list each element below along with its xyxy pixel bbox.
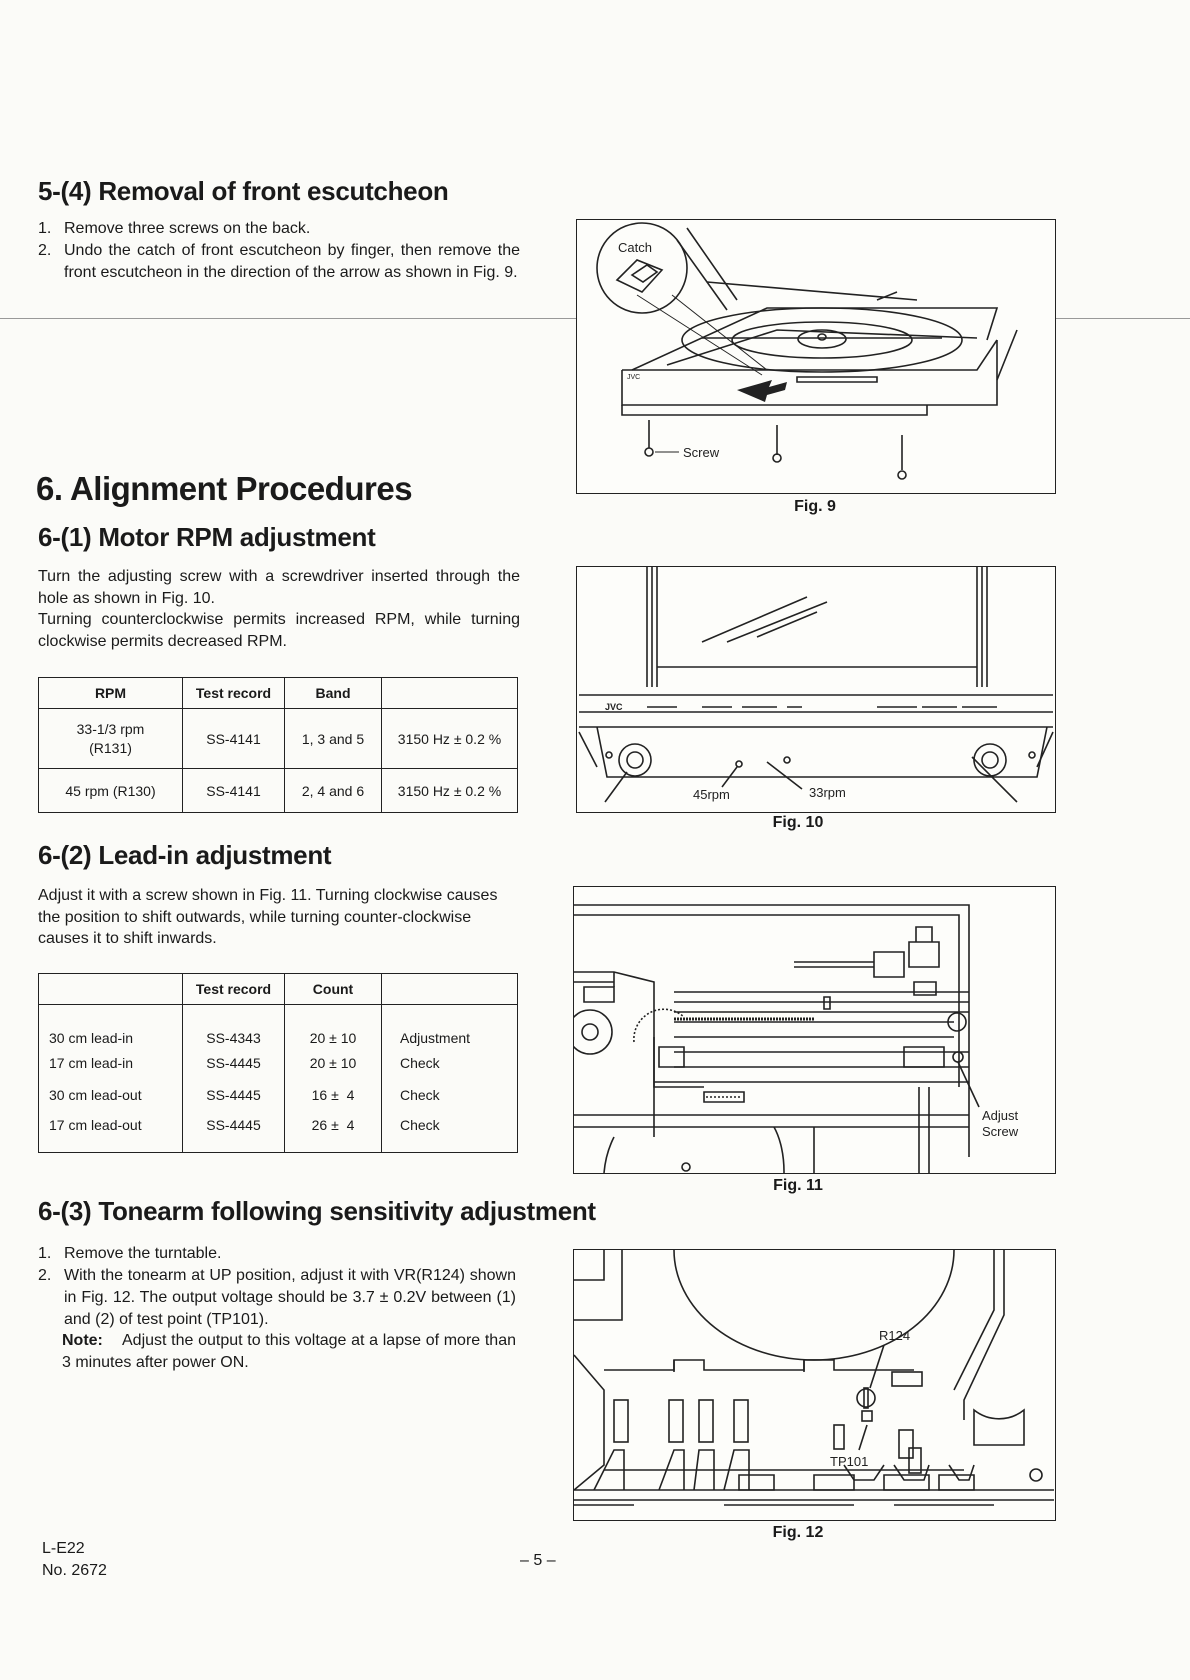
table-cell: 30 cm lead-in xyxy=(39,1005,183,1047)
rpm-table-header xyxy=(382,678,518,709)
table-cell: 26 ± 4 xyxy=(285,1111,382,1153)
figure-9-caption: Fig. 9 xyxy=(794,498,836,515)
table-row xyxy=(39,1079,518,1111)
fig12-tp101-label: TP101 xyxy=(830,1454,869,1469)
fig10-45rpm-label: 45rpm xyxy=(693,787,730,802)
lead-in-table-header xyxy=(382,974,518,1005)
section-6-title: 6. Alignment Procedures xyxy=(36,470,413,507)
table-cell: SS-4445 xyxy=(183,1111,285,1153)
table-cell: Check xyxy=(382,1079,518,1111)
table-cell: 3150 Hz ± 0.2 % xyxy=(382,769,518,813)
step-number: 1. xyxy=(38,1245,52,1262)
table-cell: Check xyxy=(382,1047,518,1079)
table-cell: SS-4343 xyxy=(183,1005,285,1047)
table-cell: 2, 4 and 6 xyxy=(285,769,382,813)
fig11-screw-label: Screw xyxy=(982,1124,1019,1139)
section-6-2-para: Adjust it with a screw shown in Fig. 11. Turning clockwise causes the position to shift outwards, while turning counter-clockwise causes it to shift inwards. xyxy=(38,887,498,947)
table-cell: SS-4141 xyxy=(183,769,285,813)
step-number: 2. xyxy=(38,242,52,259)
table-cell: 33-1/3 rpm (R131) xyxy=(39,709,183,769)
fig12-r124-label: R124 xyxy=(879,1328,911,1343)
note xyxy=(62,1330,516,1373)
fig9-catch-label: Catch xyxy=(618,240,652,255)
list-item xyxy=(38,218,520,240)
page-number: – 5 – xyxy=(520,1552,556,1569)
step-number: 1. xyxy=(38,220,52,237)
table-row xyxy=(39,769,518,813)
step-number: 2. xyxy=(38,1267,52,1284)
table-header-row xyxy=(39,974,518,1005)
table-cell: Adjustment xyxy=(382,1005,518,1047)
table-cell: 1, 3 and 5 xyxy=(285,709,382,769)
circuit-board-tp101-illustration xyxy=(574,1250,1055,1520)
table-cell: 45 rpm (R130) xyxy=(39,769,183,813)
rpm-table-header: Test record xyxy=(183,678,285,709)
section-6-2-title: 6-(2) Lead-in adjustment xyxy=(38,840,332,870)
table-cell: 17 cm lead-out xyxy=(39,1111,183,1153)
table-row xyxy=(39,1005,518,1047)
list-item xyxy=(38,1265,516,1331)
turntable-rpm-adjust-illustration xyxy=(577,567,1055,812)
fig10-brand-label: JVC xyxy=(605,702,623,712)
figure-10 xyxy=(576,566,1056,813)
table-row xyxy=(39,1111,518,1153)
section-6-3-title: 6-(3) Tonearm following sensitivity adjustment xyxy=(38,1196,596,1226)
footer-model-info xyxy=(42,1538,107,1582)
lead-in-table-header xyxy=(39,974,183,1005)
section-5-4-title: 5-(4) Removal of front escutcheon xyxy=(38,176,449,206)
fig10-33rpm-label: 33rpm xyxy=(809,785,846,800)
rpm-table-header: Band xyxy=(285,678,382,709)
section-6-1-para-1: Turn the adjusting screw with a screwdriver inserted through the hole as shown in Fig. 10. xyxy=(38,568,520,607)
table-row xyxy=(39,709,518,769)
table-cell: 16 ± 4 xyxy=(285,1079,382,1111)
step-text: With the tonearm at UP position, adjust it with VR(R124) shown in Fig. 12. The output voltage should be 3.7 ± 0.2V between (1) and (2) of test point (TP101). xyxy=(64,1267,516,1328)
table-header-row xyxy=(39,678,518,709)
table-cell: Check xyxy=(382,1111,518,1153)
section-6-1-title: 6-(1) Motor RPM adjustment xyxy=(38,522,376,552)
lead-in-table-header: Count xyxy=(285,974,382,1005)
figure-11 xyxy=(573,886,1056,1174)
table-cell: 3150 Hz ± 0.2 % xyxy=(382,709,518,769)
section-6-1-para-2: Turning counterclockwise permits increased RPM, while turning clockwise permits decreased RPM. xyxy=(38,611,520,650)
table-cell: SS-4141 xyxy=(183,709,285,769)
tonearm-lead-in-illustration xyxy=(574,887,1055,1173)
lead-in-table xyxy=(38,973,518,1153)
figure-10-caption: Fig. 10 xyxy=(772,814,824,831)
table-cell: SS-4445 xyxy=(183,1079,285,1111)
fig9-screw-label: Screw xyxy=(683,445,720,460)
figure-12-caption: Fig. 12 xyxy=(772,1524,824,1541)
figure-12 xyxy=(573,1249,1056,1521)
list-item xyxy=(38,240,520,284)
footer-number: No. 2672 xyxy=(42,1562,107,1579)
note-text: Adjust the output to this voltage at a lapse of more than 3 minutes after power ON. xyxy=(62,1332,516,1371)
section-5-4-steps xyxy=(38,218,520,284)
footer-model: L-E22 xyxy=(42,1540,85,1557)
table-cell: 17 cm lead-in xyxy=(39,1047,183,1079)
section-6-3-steps xyxy=(38,1243,516,1331)
note-label: Note: xyxy=(62,1332,103,1349)
lead-in-table-header: Test record xyxy=(183,974,285,1005)
fig9-brand-label: JVC xyxy=(627,374,641,381)
table-cell: 20 ± 10 xyxy=(285,1005,382,1047)
list-item xyxy=(38,1243,516,1265)
rpm-table xyxy=(38,677,518,813)
table-cell: 20 ± 10 xyxy=(285,1047,382,1079)
fig11-adjust-label: Adjust xyxy=(982,1108,1019,1123)
step-text: Remove the turntable. xyxy=(64,1245,222,1262)
figure-9 xyxy=(576,219,1056,494)
table-cell: 30 cm lead-out xyxy=(39,1079,183,1111)
step-text: Remove three screws on the back. xyxy=(64,220,311,237)
step-text: Undo the catch of front escutcheon by finger, then remove the front escutcheon in the direction of the arrow as shown in Fig. 9. xyxy=(64,242,520,281)
rpm-table-header: RPM xyxy=(39,678,183,709)
figure-11-caption: Fig. 11 xyxy=(773,1177,823,1194)
table-cell: SS-4445 xyxy=(183,1047,285,1079)
turntable-front-illustration xyxy=(577,220,1055,493)
table-row xyxy=(39,1047,518,1079)
